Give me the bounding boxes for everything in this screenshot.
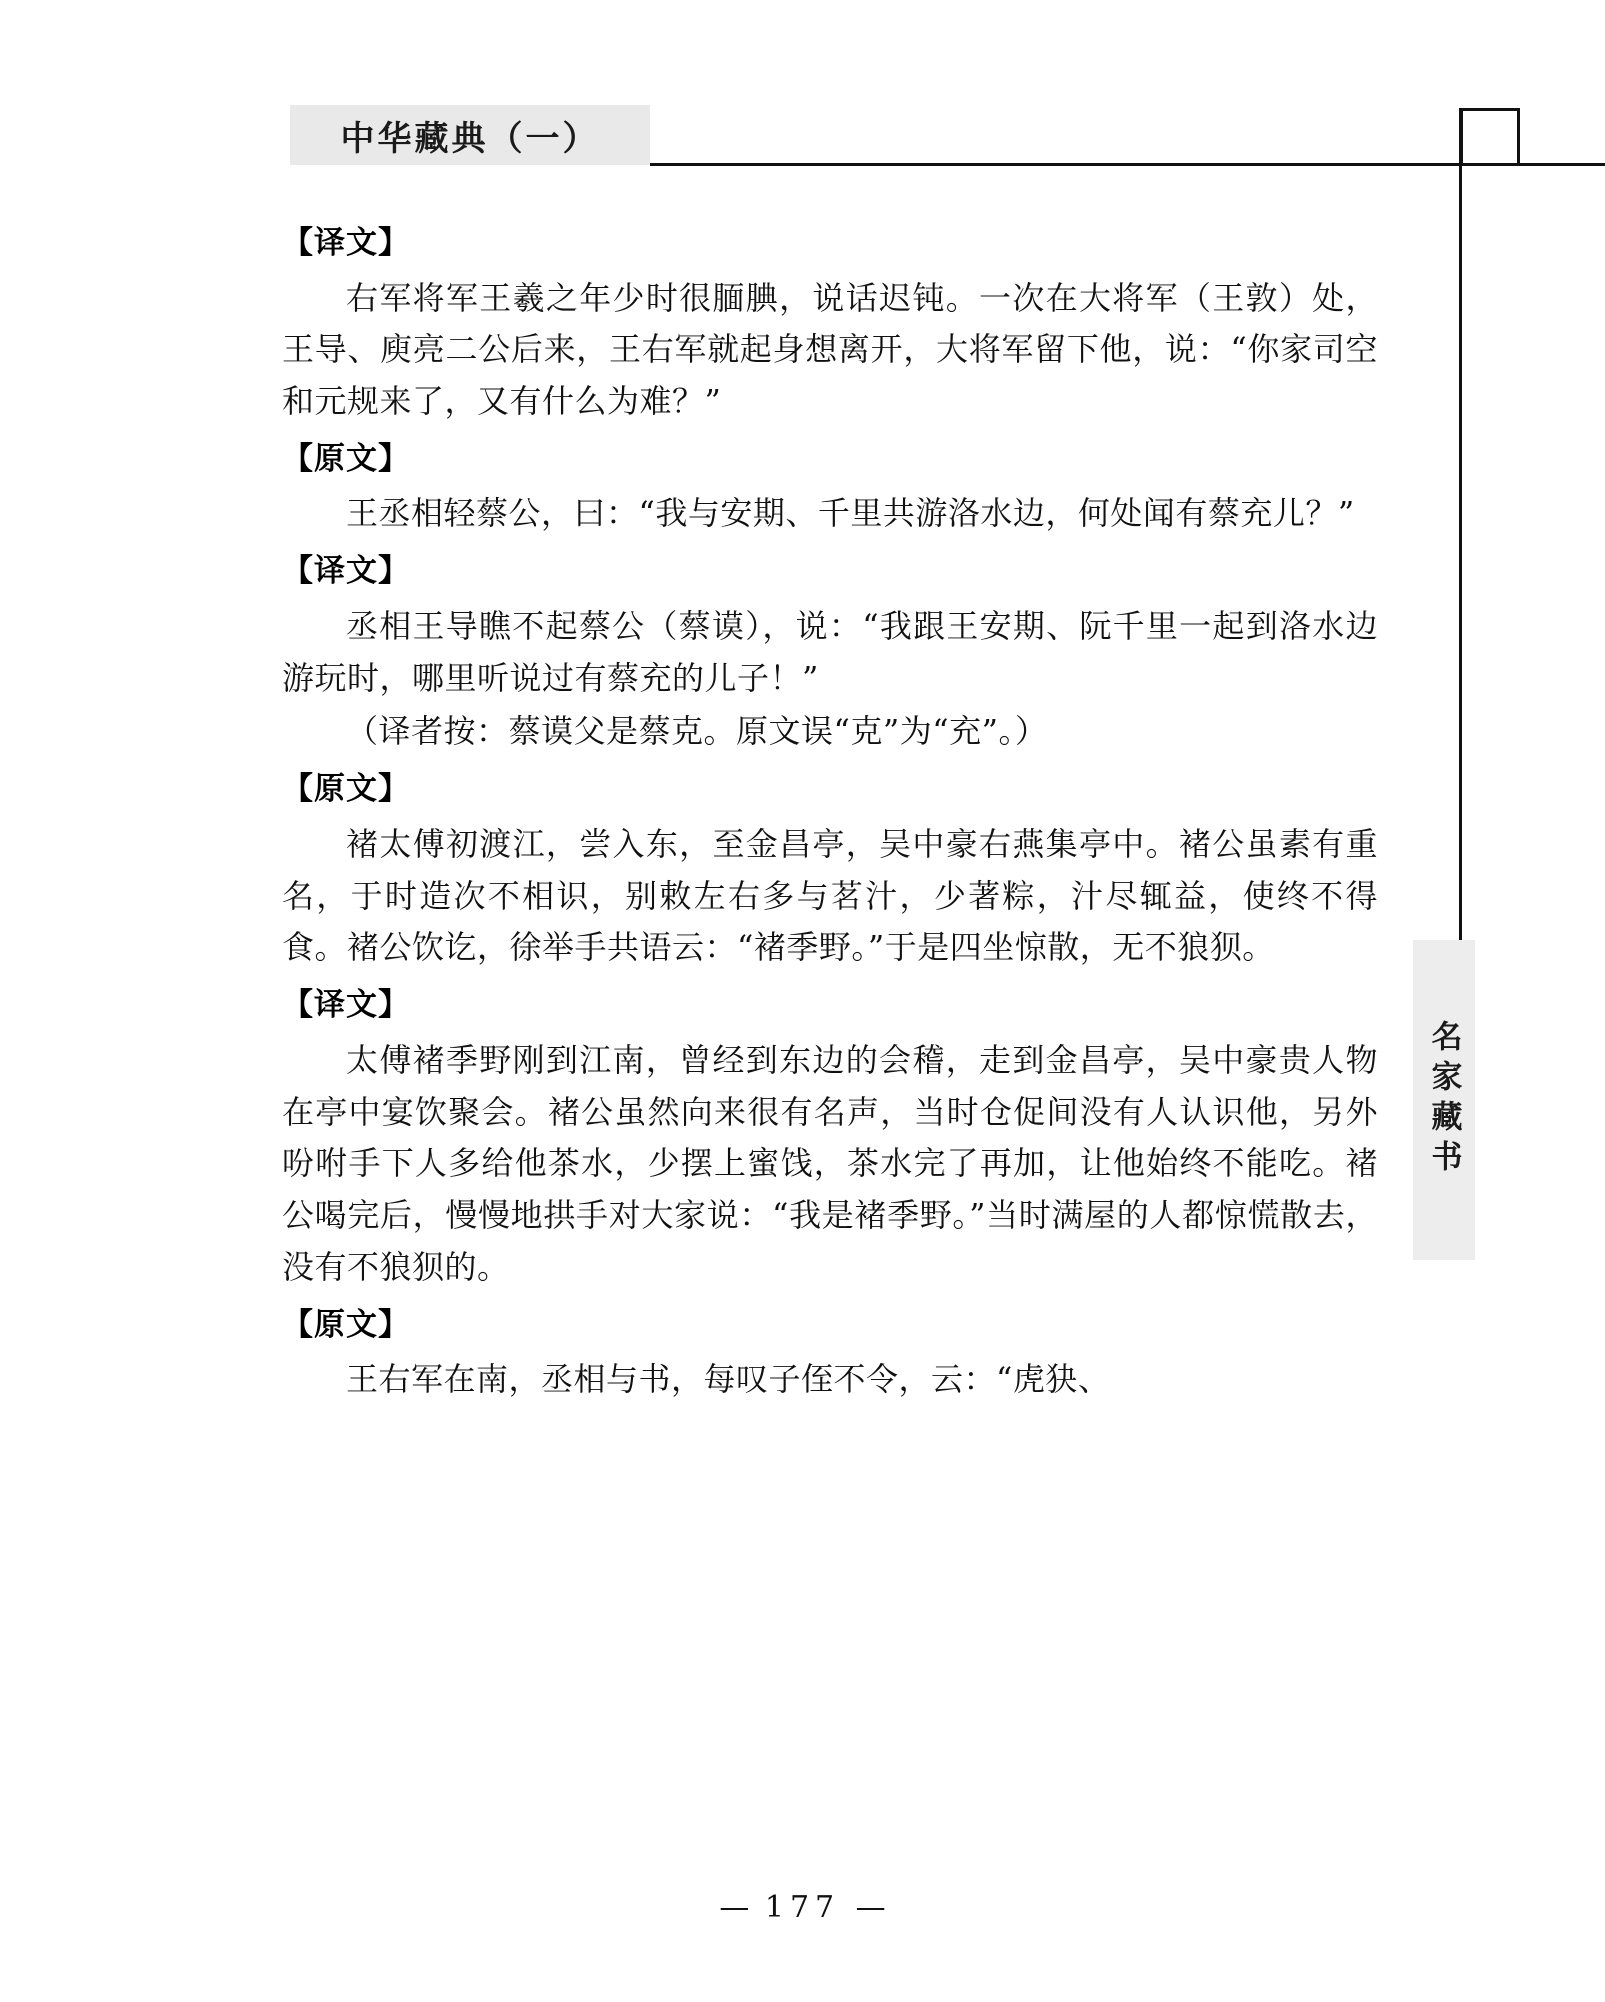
paragraph: 丞相王导瞧不起蔡公（蔡谟），说：“我跟王安期、阮千里一起到洛水边游玩时，哪里听说过有蔡充的儿子！” [282,606,1378,697]
footer-dash-left: — [719,1890,750,1925]
paragraph: 王右军在南，丞相与书，每叹子侄不令，云：“虎㹟、 [346,1360,1111,1399]
section-label: 【原文】 [282,771,410,808]
section-label: 【原文】 [282,440,410,477]
page-footer [0,1890,1605,1925]
book-title-box [290,105,650,165]
corner-bracket [1460,108,1520,165]
page-content [282,212,1378,1410]
side-tab [1413,940,1475,1260]
page-number: 177 [764,1890,841,1925]
section-label: 【原文】 [282,1306,410,1343]
section-label: 【译文】 [282,553,410,590]
page-header [290,105,1520,167]
paragraph: 褚太傅初渡江，尝入东，至金昌亭，吴中豪右燕集亭中。褚公虽素有重名，于时造次不相识，别敕左右多与茗汁，少著粽，汁尽辄益，使终不得食。褚公饮讫，徐举手共语云：“褚季野。”于是四坐惊散，无不狼狈。 [282,824,1378,967]
paragraph: 右军将军王羲之年少时很腼腆，说话迟钝。一次在大将军（王敦）处，王导、庾亮二公后来，王右军就起身想离开，大将军留下他，说：“你家司空和元规来了，又有什么为难？” [282,278,1378,421]
book-title: 中华藏典（一） [340,118,600,159]
section-label: 【译文】 [282,225,410,261]
section-label: 【译文】 [282,987,410,1024]
paragraph-note: （译者按：蔡谟父是蔡克。原文误“克”为“充”。） [346,712,1048,751]
corner-stem-line [1459,108,1462,958]
paragraph: 太傅褚季野刚到江南，曾经到东边的会稽，走到金昌亭，吴中豪贵人物在亭中宴饮聚会。褚公虽然向来很有名声，当时仓促间没有人认识他，另外吩咐手下人多给他茶水，少摆上蜜饯，茶水完了再加，让他始终不能吃。褚公喝完后，慢慢地拱手对大家说：“我是褚季野。”当时满屋的人都惊慌散去，没有不狼狈的。 [282,1040,1378,1287]
footer-dash-right: — [855,1890,886,1925]
side-tab-label: 名家藏书 [1425,1020,1462,1180]
paragraph: 王丞相轻蔡公，曰：“我与安期、千里共游洛水边，何处闻有蔡充儿？” [346,494,1355,533]
